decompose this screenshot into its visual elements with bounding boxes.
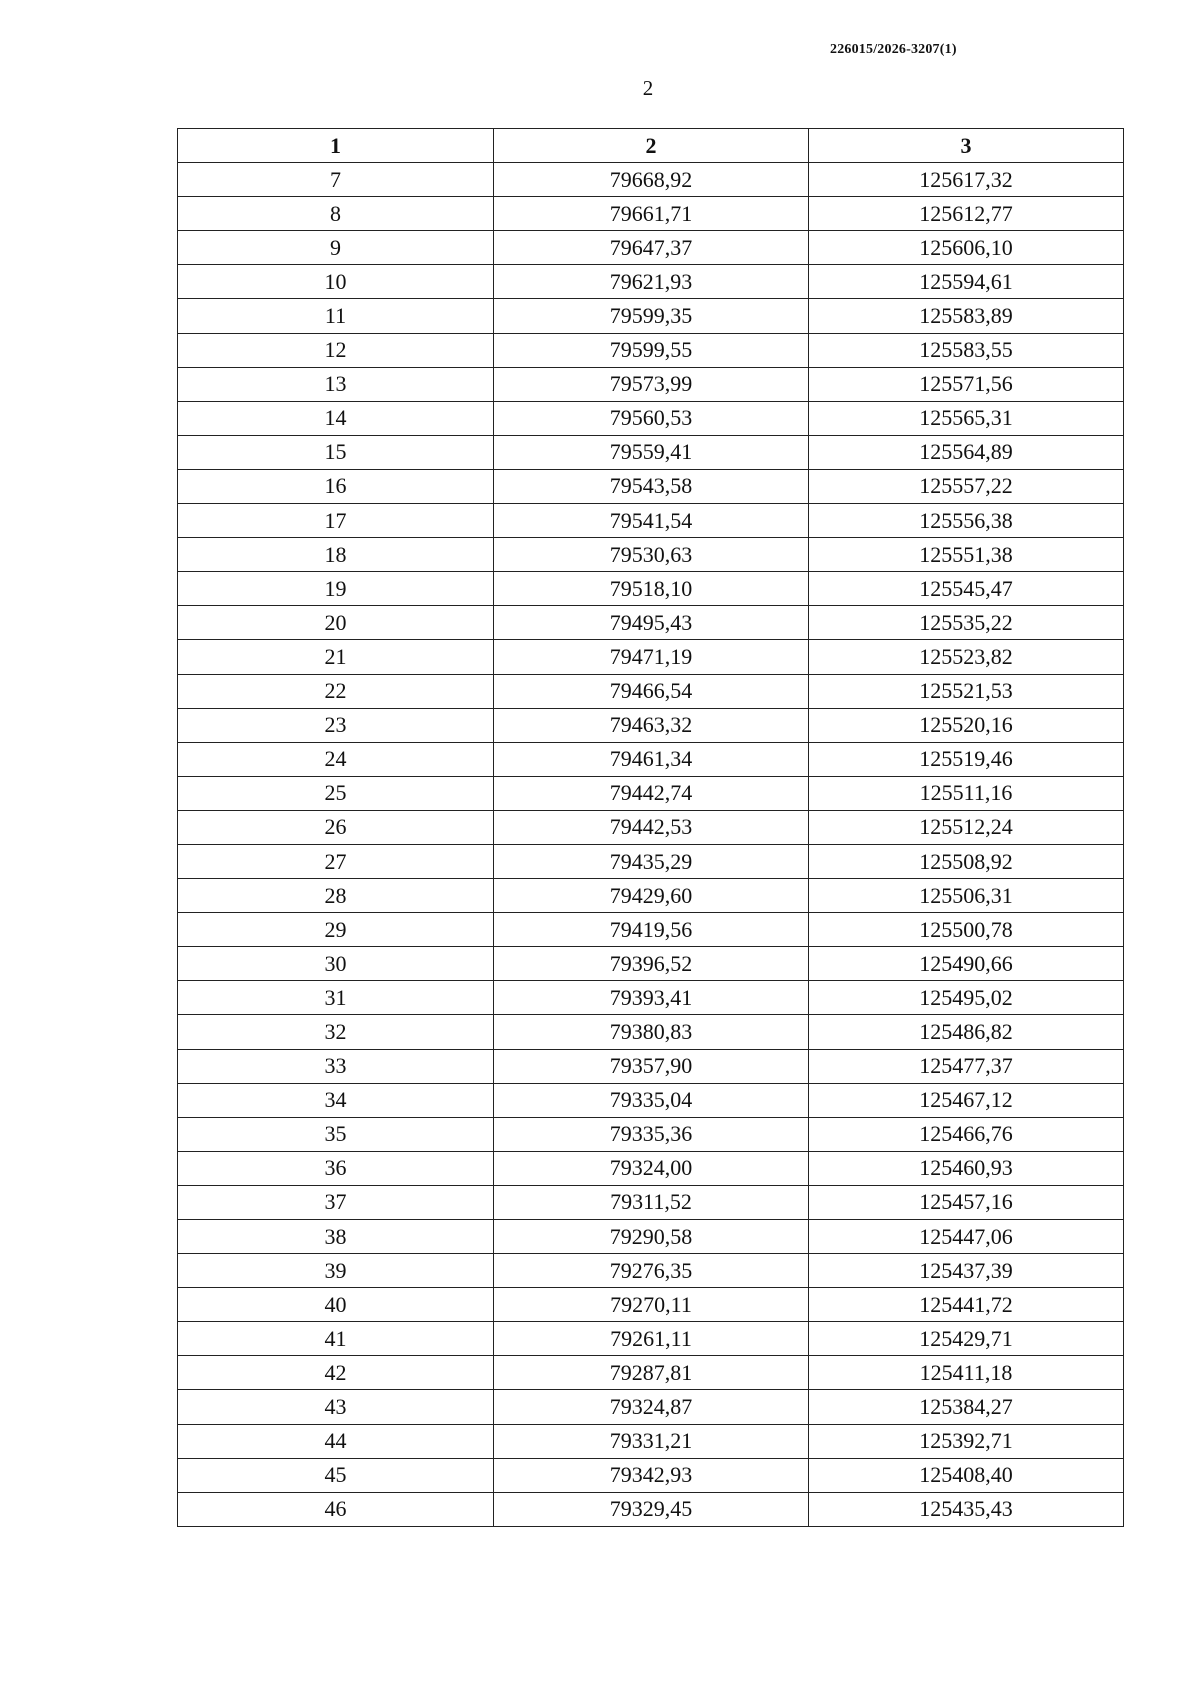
x-coordinate-cell: 79560,53 [494,401,809,435]
table-row [178,1185,1124,1219]
y-coordinate-cell: 125523,82 [809,640,1124,674]
point-number-cell: 45 [178,1458,494,1492]
y-coordinate-cell: 125437,39 [809,1254,1124,1288]
table-row [178,469,1124,503]
y-coordinate-cell: 125511,16 [809,776,1124,810]
y-coordinate-cell: 125565,31 [809,401,1124,435]
y-coordinate-cell: 125408,40 [809,1458,1124,1492]
point-number-cell: 37 [178,1185,494,1219]
y-coordinate-cell: 125447,06 [809,1220,1124,1254]
table-row [178,1356,1124,1390]
x-coordinate-cell: 79419,56 [494,913,809,947]
x-coordinate-cell: 79442,53 [494,810,809,844]
point-number-cell: 31 [178,981,494,1015]
table-row [178,435,1124,469]
coordinates-table [177,128,1124,1527]
table-row [178,538,1124,572]
x-coordinate-cell: 79559,41 [494,435,809,469]
point-number-cell: 17 [178,504,494,538]
point-number-cell: 19 [178,572,494,606]
x-coordinate-cell: 79668,92 [494,163,809,197]
x-coordinate-cell: 79429,60 [494,879,809,913]
y-coordinate-cell: 125564,89 [809,435,1124,469]
table-row [178,947,1124,981]
x-coordinate-cell: 79647,37 [494,231,809,265]
y-coordinate-cell: 125435,43 [809,1492,1124,1526]
point-number-cell: 18 [178,538,494,572]
document-id: 226015/2026-3207(1) [830,42,957,57]
table-row [178,1049,1124,1083]
x-coordinate-cell: 79380,83 [494,1015,809,1049]
x-coordinate-cell: 79393,41 [494,981,809,1015]
y-coordinate-cell: 125477,37 [809,1049,1124,1083]
table-body [178,163,1124,1527]
point-number-cell: 35 [178,1117,494,1151]
y-coordinate-cell: 125466,76 [809,1117,1124,1151]
y-coordinate-cell: 125551,38 [809,538,1124,572]
y-coordinate-cell: 125606,10 [809,231,1124,265]
table-row [178,197,1124,231]
point-number-cell: 14 [178,401,494,435]
column-header-2: 2 [494,129,809,163]
column-header-3: 3 [809,129,1124,163]
table-row [178,913,1124,947]
table-row [178,1492,1124,1526]
x-coordinate-cell: 79335,36 [494,1117,809,1151]
x-coordinate-cell: 79461,34 [494,742,809,776]
point-number-cell: 40 [178,1288,494,1322]
point-number-cell: 44 [178,1424,494,1458]
x-coordinate-cell: 79335,04 [494,1083,809,1117]
point-number-cell: 7 [178,163,494,197]
x-coordinate-cell: 79541,54 [494,504,809,538]
table-row [178,367,1124,401]
table-row [178,708,1124,742]
point-number-cell: 12 [178,333,494,367]
point-number-cell: 20 [178,606,494,640]
point-number-cell: 9 [178,231,494,265]
point-number-cell: 34 [178,1083,494,1117]
table-row [178,742,1124,776]
y-coordinate-cell: 125506,31 [809,879,1124,913]
table-row [178,810,1124,844]
y-coordinate-cell: 125617,32 [809,163,1124,197]
y-coordinate-cell: 125467,12 [809,1083,1124,1117]
y-coordinate-cell: 125557,22 [809,469,1124,503]
y-coordinate-cell: 125508,92 [809,844,1124,878]
x-coordinate-cell: 79357,90 [494,1049,809,1083]
x-coordinate-cell: 79463,32 [494,708,809,742]
point-number-cell: 30 [178,947,494,981]
y-coordinate-cell: 125490,66 [809,947,1124,981]
point-number-cell: 11 [178,299,494,333]
point-number-cell: 25 [178,776,494,810]
table-row [178,572,1124,606]
x-coordinate-cell: 79324,87 [494,1390,809,1424]
point-number-cell: 36 [178,1151,494,1185]
point-number-cell: 41 [178,1322,494,1356]
point-number-cell: 39 [178,1254,494,1288]
point-number-cell: 16 [178,469,494,503]
table-row [178,879,1124,913]
x-coordinate-cell: 79290,58 [494,1220,809,1254]
table-row [178,265,1124,299]
table-row [178,981,1124,1015]
table-row [178,231,1124,265]
x-coordinate-cell: 79311,52 [494,1185,809,1219]
table-row [178,1288,1124,1322]
point-number-cell: 22 [178,674,494,708]
table-row [178,163,1124,197]
point-number-cell: 42 [178,1356,494,1390]
table-row [178,776,1124,810]
table-row [178,606,1124,640]
point-number-cell: 29 [178,913,494,947]
x-coordinate-cell: 79287,81 [494,1356,809,1390]
x-coordinate-cell: 79276,35 [494,1254,809,1288]
point-number-cell: 38 [178,1220,494,1254]
table-row [178,1151,1124,1185]
y-coordinate-cell: 125520,16 [809,708,1124,742]
point-number-cell: 23 [178,708,494,742]
y-coordinate-cell: 125411,18 [809,1356,1124,1390]
x-coordinate-cell: 79518,10 [494,572,809,606]
x-coordinate-cell: 79396,52 [494,947,809,981]
point-number-cell: 28 [178,879,494,913]
x-coordinate-cell: 79435,29 [494,844,809,878]
x-coordinate-cell: 79442,74 [494,776,809,810]
y-coordinate-cell: 125392,71 [809,1424,1124,1458]
y-coordinate-cell: 125545,47 [809,572,1124,606]
table-row [178,1117,1124,1151]
point-number-cell: 15 [178,435,494,469]
x-coordinate-cell: 79661,71 [494,197,809,231]
table-row [178,401,1124,435]
x-coordinate-cell: 79530,63 [494,538,809,572]
point-number-cell: 33 [178,1049,494,1083]
table-row [178,333,1124,367]
y-coordinate-cell: 125571,56 [809,367,1124,401]
x-coordinate-cell: 79270,11 [494,1288,809,1322]
point-number-cell: 8 [178,197,494,231]
point-number-cell: 21 [178,640,494,674]
y-coordinate-cell: 125556,38 [809,504,1124,538]
column-header-1: 1 [178,129,494,163]
y-coordinate-cell: 125384,27 [809,1390,1124,1424]
table-row [178,640,1124,674]
table-header-row [178,129,1124,163]
table-row [178,844,1124,878]
point-number-cell: 24 [178,742,494,776]
table-row [178,299,1124,333]
x-coordinate-cell: 79261,11 [494,1322,809,1356]
y-coordinate-cell: 125519,46 [809,742,1124,776]
y-coordinate-cell: 125486,82 [809,1015,1124,1049]
x-coordinate-cell: 79329,45 [494,1492,809,1526]
table-row [178,674,1124,708]
y-coordinate-cell: 125460,93 [809,1151,1124,1185]
table-row [178,1424,1124,1458]
y-coordinate-cell: 125521,53 [809,674,1124,708]
y-coordinate-cell: 125594,61 [809,265,1124,299]
y-coordinate-cell: 125512,24 [809,810,1124,844]
y-coordinate-cell: 125583,89 [809,299,1124,333]
point-number-cell: 13 [178,367,494,401]
table-row [178,1458,1124,1492]
y-coordinate-cell: 125583,55 [809,333,1124,367]
table-row [178,1015,1124,1049]
y-coordinate-cell: 125429,71 [809,1322,1124,1356]
x-coordinate-cell: 79466,54 [494,674,809,708]
y-coordinate-cell: 125441,72 [809,1288,1124,1322]
point-number-cell: 10 [178,265,494,299]
point-number-cell: 32 [178,1015,494,1049]
x-coordinate-cell: 79495,43 [494,606,809,640]
x-coordinate-cell: 79331,21 [494,1424,809,1458]
x-coordinate-cell: 79471,19 [494,640,809,674]
x-coordinate-cell: 79599,35 [494,299,809,333]
point-number-cell: 43 [178,1390,494,1424]
x-coordinate-cell: 79543,58 [494,469,809,503]
table-row [178,1390,1124,1424]
table-row [178,1322,1124,1356]
point-number-cell: 46 [178,1492,494,1526]
point-number-cell: 27 [178,844,494,878]
x-coordinate-cell: 79573,99 [494,367,809,401]
y-coordinate-cell: 125612,77 [809,197,1124,231]
x-coordinate-cell: 79342,93 [494,1458,809,1492]
table-row [178,1083,1124,1117]
x-coordinate-cell: 79324,00 [494,1151,809,1185]
x-coordinate-cell: 79599,55 [494,333,809,367]
point-number-cell: 26 [178,810,494,844]
y-coordinate-cell: 125495,02 [809,981,1124,1015]
y-coordinate-cell: 125457,16 [809,1185,1124,1219]
y-coordinate-cell: 125535,22 [809,606,1124,640]
table-row [178,504,1124,538]
x-coordinate-cell: 79621,93 [494,265,809,299]
table-row [178,1220,1124,1254]
table-row [178,1254,1124,1288]
page-number: 2 [642,76,654,100]
y-coordinate-cell: 125500,78 [809,913,1124,947]
